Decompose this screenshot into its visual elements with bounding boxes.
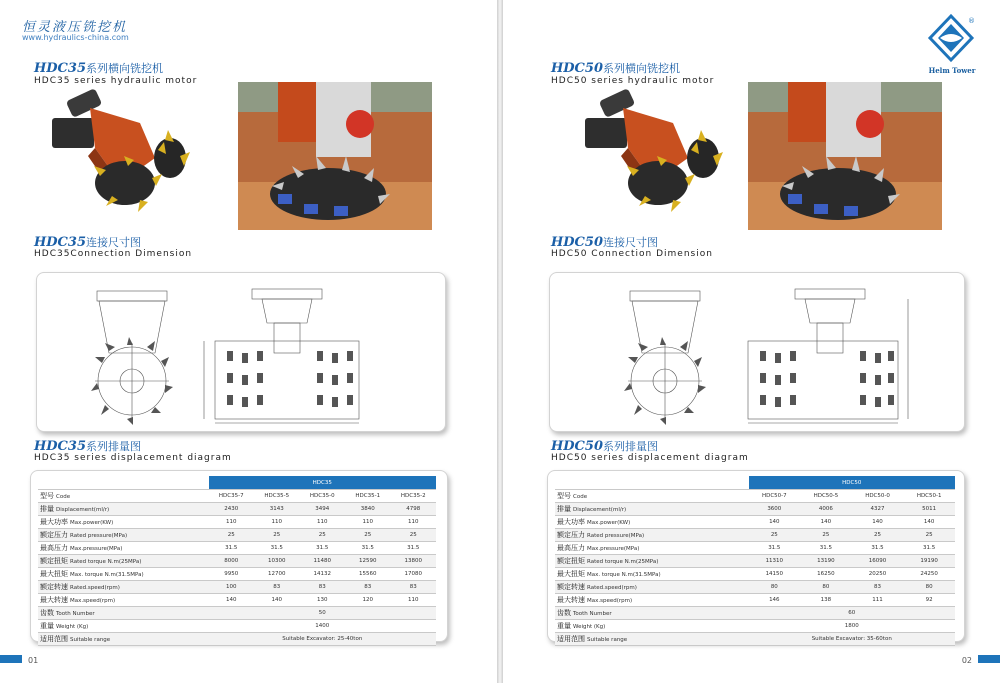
field-photo-image: [748, 82, 942, 230]
connection-title: HDC35连接尺寸图: [34, 235, 141, 250]
table-cell: 25: [390, 529, 436, 542]
product-subtitle: HDC50 series hydraulic motor: [551, 76, 715, 86]
row-label: [555, 568, 749, 581]
page-number-bar: [0, 655, 22, 663]
table-row: [555, 555, 955, 568]
row-label-cn: 齿数: [557, 609, 571, 617]
page-number-bar: [978, 655, 1000, 663]
table-cell: 83: [300, 581, 345, 594]
row-label: [38, 542, 209, 555]
table-cell: 110: [390, 516, 436, 529]
row-label-en: Suitable range: [587, 637, 628, 643]
row-label: [555, 581, 749, 594]
page-number: 02: [961, 656, 972, 665]
row-label-en: Displacement(ml/r): [573, 507, 627, 513]
table-cell: HDC50-0: [852, 490, 904, 503]
spec-table-header: HDC35: [209, 476, 436, 490]
table-row: [555, 568, 955, 581]
cutter-teeth-side: [227, 351, 353, 407]
table-cell: 138: [800, 594, 852, 607]
table-cell: 110: [390, 594, 436, 607]
row-label-en: Tooth Number: [573, 611, 612, 617]
table-cell: 14132: [300, 568, 345, 581]
page-number: 01: [28, 656, 39, 665]
row-label: [38, 568, 209, 581]
row-label-en: Max.pressure(MPa): [587, 546, 640, 552]
table-cell: 3840: [345, 503, 390, 516]
table-cell: 11480: [300, 555, 345, 568]
table-cell: HDC35-1: [345, 490, 390, 503]
row-label-cn: 最大功率: [557, 518, 585, 526]
table-row: [38, 633, 436, 646]
table-cell: 110: [254, 516, 299, 529]
displacement-subtitle: HDC50 series displacement diagram: [551, 453, 749, 463]
table-cell: 3600: [749, 503, 801, 516]
connection-dimension-drawing: [550, 273, 964, 431]
table-cell: 31.5: [345, 542, 390, 555]
row-label-cn: 额定压力: [557, 531, 585, 539]
row-label-cn: 重量: [557, 622, 571, 630]
table-cell: 4006: [800, 503, 852, 516]
table-cell: HDC50-1: [903, 490, 955, 503]
table-cell-merged: 1400: [209, 620, 436, 633]
table-cell: 15560: [345, 568, 390, 581]
logo-diamond-icon: [928, 14, 974, 64]
table-cell: 12590: [345, 555, 390, 568]
field-photo-image: [238, 82, 432, 230]
product-render-image: [40, 88, 195, 218]
row-label: [38, 581, 209, 594]
table-cell: 31.5: [209, 542, 254, 555]
row-label: [38, 594, 209, 607]
table-cell: 130: [300, 594, 345, 607]
row-label: [555, 594, 749, 607]
table-cell: 17080: [390, 568, 436, 581]
table-cell: HDC35-5: [254, 490, 299, 503]
table-cell: 24250: [903, 568, 955, 581]
table-cell: 25: [345, 529, 390, 542]
table-cell: 4798: [390, 503, 436, 516]
table-cell: 16250: [800, 568, 852, 581]
table-cell: 25: [852, 529, 904, 542]
table-cell: 31.5: [390, 542, 436, 555]
table-cell: 120: [345, 594, 390, 607]
row-label-cn: 最高压力: [40, 544, 68, 552]
displacement-subtitle: HDC35 series displacement diagram: [34, 453, 232, 463]
table-cell: 14150: [749, 568, 801, 581]
table-row: [38, 620, 436, 633]
row-label-cn: 额定扭矩: [557, 557, 585, 565]
row-label-en: Weight (Kg): [56, 624, 89, 630]
table-row: [555, 581, 955, 594]
row-label: [38, 490, 209, 503]
table-cell: 31.5: [749, 542, 801, 555]
row-label: [555, 607, 749, 620]
row-label: [555, 555, 749, 568]
table-cell: 140: [800, 516, 852, 529]
row-label-en: Code: [56, 494, 71, 500]
table-row: [38, 542, 436, 555]
row-label: [38, 607, 209, 620]
row-label-cn: 额定转速: [557, 583, 585, 591]
right-page: [503, 0, 1000, 683]
row-label-cn: 最大功率: [40, 518, 68, 526]
row-label: [38, 633, 209, 646]
table-cell: 140: [903, 516, 955, 529]
table-cell: HDC50-5: [800, 490, 852, 503]
connection-drawing-panel: [36, 272, 446, 432]
row-label: [38, 620, 209, 633]
product-subtitle: HDC35 series hydraulic motor: [34, 76, 198, 86]
row-label-cn: 齿数: [40, 609, 54, 617]
table-row: [555, 516, 955, 529]
table-cell: 80: [749, 581, 801, 594]
table-cell: 83: [390, 581, 436, 594]
table-cell-merged: Suitable Excavator: 25-40ton: [209, 633, 436, 646]
table-row: [555, 542, 955, 555]
table-row: [38, 490, 436, 503]
table-cell: 83: [254, 581, 299, 594]
row-label-en: Max.pressure(MPa): [70, 546, 123, 552]
row-label-en: Suitable range: [70, 637, 111, 643]
table-cell: 16090: [852, 555, 904, 568]
row-label-en: Rated.speed(rpm): [70, 585, 120, 591]
table-cell: 31.5: [800, 542, 852, 555]
row-label: [555, 542, 749, 555]
row-label-cn: 最大转速: [40, 596, 68, 604]
cutter-teeth-side: [760, 351, 894, 407]
row-label: [555, 490, 749, 503]
row-label-en: Max.speed(rpm): [587, 598, 633, 604]
table-cell: HDC35-2: [390, 490, 436, 503]
row-label-cn: 型号: [557, 492, 571, 500]
row-label-en: Rated.speed(rpm): [587, 585, 637, 591]
company-logo: [928, 14, 976, 75]
logo-text: Helm Tower: [928, 66, 976, 75]
table-cell: 111: [852, 594, 904, 607]
table-row: [555, 620, 955, 633]
row-label: [38, 529, 209, 542]
row-label: [555, 516, 749, 529]
row-label-en: Code: [573, 494, 588, 500]
table-cell: 5011: [903, 503, 955, 516]
table-cell: 2430: [209, 503, 254, 516]
table-row: [38, 503, 436, 516]
brand-url[interactable]: www.hydraulics-china.com: [22, 33, 129, 42]
table-cell: 110: [209, 516, 254, 529]
product-title: HDC50系列横向铣挖机: [551, 61, 680, 76]
row-label-cn: 额定扭矩: [40, 557, 68, 565]
row-label-cn: 排量: [557, 505, 571, 513]
table-cell-merged: Suitable Excavator: 35-60ton: [749, 633, 955, 646]
row-label: [38, 503, 209, 516]
row-label-cn: 额定转速: [40, 583, 68, 591]
table-row: [38, 581, 436, 594]
row-label-en: Max.speed(rpm): [70, 598, 116, 604]
table-cell: 19190: [903, 555, 955, 568]
table-cell: 140: [254, 594, 299, 607]
row-label: [555, 503, 749, 516]
table-row: [555, 594, 955, 607]
product-title: HDC35系列横向铣挖机: [34, 61, 163, 76]
table-cell: HDC35-0: [300, 490, 345, 503]
row-label-cn: 最大扭矩: [557, 570, 585, 578]
table-cell: 20250: [852, 568, 904, 581]
row-label: [38, 555, 209, 568]
connection-subtitle: HDC50 Connection Dimension: [551, 249, 713, 259]
table-row: [38, 516, 436, 529]
displacement-title: HDC50系列排量图: [551, 439, 658, 454]
row-label-en: Rated torque N.m(25MPa): [587, 559, 659, 565]
table-row: [38, 568, 436, 581]
spec-table: [38, 476, 436, 646]
table-cell: 12700: [254, 568, 299, 581]
table-cell: 11310: [749, 555, 801, 568]
table-cell: 80: [903, 581, 955, 594]
table-row: [38, 594, 436, 607]
row-label-cn: 排量: [40, 505, 54, 513]
connection-title: HDC50连接尺寸图: [551, 235, 658, 250]
table-cell: 100: [209, 581, 254, 594]
row-label-cn: 重量: [40, 622, 54, 630]
row-label-cn: 适用范围: [40, 635, 68, 643]
table-cell-merged: 1800: [749, 620, 955, 633]
table-cell: 110: [345, 516, 390, 529]
connection-dimension-drawing: [37, 273, 445, 431]
table-row: [38, 607, 436, 620]
left-page: [0, 0, 497, 683]
row-label-en: Tooth Number: [56, 611, 95, 617]
table-cell: 25: [209, 529, 254, 542]
row-label-cn: 最大转速: [557, 596, 585, 604]
row-label: [555, 633, 749, 646]
table-cell: HDC35-7: [209, 490, 254, 503]
table-cell: 140: [749, 516, 801, 529]
table-cell: 83: [345, 581, 390, 594]
row-label-en: Rated pressure(MPa): [587, 533, 645, 539]
table-cell: 31.5: [903, 542, 955, 555]
table-cell: 25: [903, 529, 955, 542]
row-label-en: Max. torque N.m(31.5MPa): [70, 572, 144, 578]
table-cell: 13190: [800, 555, 852, 568]
row-label-cn: 额定压力: [40, 531, 68, 539]
table-cell: 110: [300, 516, 345, 529]
table-row: [555, 503, 955, 516]
table-cell: 92: [903, 594, 955, 607]
table-cell: 80: [800, 581, 852, 594]
table-cell: 3494: [300, 503, 345, 516]
table-cell: 140: [209, 594, 254, 607]
table-row: [555, 607, 955, 620]
table-row: [555, 633, 955, 646]
row-label-en: Max.power(KW): [587, 520, 631, 526]
displacement-title: HDC35系列排量图: [34, 439, 141, 454]
table-cell: 140: [852, 516, 904, 529]
table-cell: 31.5: [300, 542, 345, 555]
table-cell: 25: [800, 529, 852, 542]
table-cell-merged: 50: [209, 607, 436, 620]
table-row: [38, 529, 436, 542]
row-label-en: Displacement(ml/r): [56, 507, 110, 513]
row-label-cn: 最大扭矩: [40, 570, 68, 578]
connection-drawing-panel: [549, 272, 965, 432]
table-cell: 25: [749, 529, 801, 542]
row-label: [555, 529, 749, 542]
table-row: [555, 490, 955, 503]
table-cell: 3143: [254, 503, 299, 516]
row-label-en: Rated pressure(MPa): [70, 533, 128, 539]
spec-table-header: HDC50: [749, 476, 955, 490]
product-render-image: [573, 88, 728, 218]
connection-subtitle: HDC35Connection Dimension: [34, 249, 193, 259]
row-label-cn: 适用范围: [557, 635, 585, 643]
table-cell: 4327: [852, 503, 904, 516]
table-cell: 31.5: [254, 542, 299, 555]
table-cell: 25: [300, 529, 345, 542]
table-cell: 8000: [209, 555, 254, 568]
table-cell: 83: [852, 581, 904, 594]
table-cell: 25: [254, 529, 299, 542]
row-label-cn: 最高压力: [557, 544, 585, 552]
row-label-cn: 型号: [40, 492, 54, 500]
row-label-en: Rated torque N.m(25MPa): [70, 559, 142, 565]
table-cell: 31.5: [852, 542, 904, 555]
row-label: [555, 620, 749, 633]
table-cell: 146: [749, 594, 801, 607]
brand-name: 恒灵液压铣挖机: [22, 20, 128, 35]
table-cell: 13800: [390, 555, 436, 568]
table-row: [555, 529, 955, 542]
row-label: [38, 516, 209, 529]
row-label-en: Max.power(KW): [70, 520, 114, 526]
row-label-en: Max. torque N.m(31.5MPa): [587, 572, 661, 578]
spec-table: [555, 476, 955, 646]
table-cell: 9950: [209, 568, 254, 581]
table-cell-merged: 60: [749, 607, 955, 620]
table-row: [38, 555, 436, 568]
table-cell: 10300: [254, 555, 299, 568]
svg-text:®: ®: [968, 17, 975, 25]
row-label-en: Weight (Kg): [573, 624, 606, 630]
table-cell: HDC50-7: [749, 490, 801, 503]
